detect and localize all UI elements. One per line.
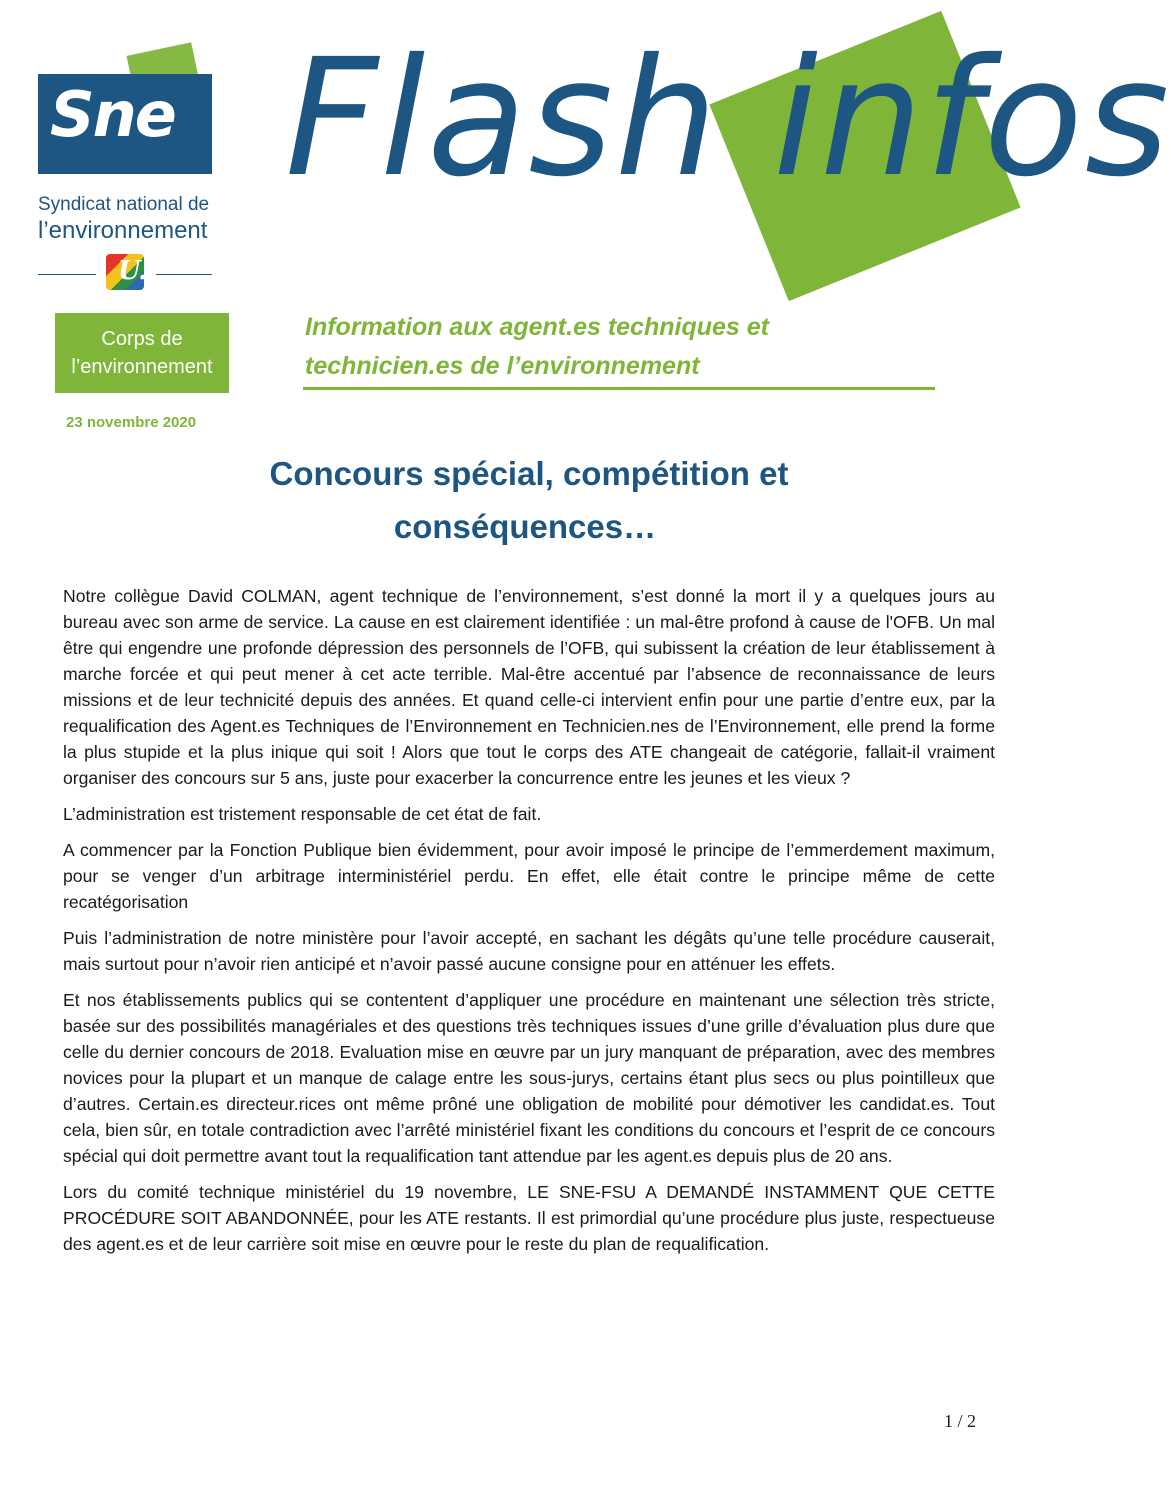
article-body — [63, 583, 995, 1267]
paragraph-4: Puis l’administration de notre ministère pour l’avoir accepté, en sachant les dégâts qu’une telle procédure causerait, mais surtout pour n’avoir rien anticipé et n’avoir passé aucune consigne pour en atténuer les effets. — [63, 928, 995, 974]
logo-org-line1: Syndicat national de — [38, 194, 210, 215]
subtitle-line1: Information aux agent.es techniques et — [305, 313, 769, 341]
corps-badge — [55, 313, 229, 393]
paragraph-1: Notre collègue David COLMAN, agent technique de l’environnement, s’est donné la mort il y a quelques jours au bureau avec son arme de service. La cause en est clairement identifiée : un mal-être profond à cause de l'OFB. Un mal être qui engendre une profonde dépression des personnels de l’OFB, qui subissent la création de leur établissement à marche forcée et qui peut mener à cet acte terrible. Mal-être accentué par l’absence de reconnaissance de leurs missions et de leur technicité depuis des années. Et quand celle-ci intervient enfin pour une partie d’entre eux, par la requalification des Agent.es Techniques de l’Environnement en Technicien.nes de l’Environnement, elle prend la forme la plus stupide et la plus inique qui soit ! Alors que tout le corps des ATE changeait de catégorie, fallait-il vraiment organiser des concours sur 5 ans, juste pour exacerber la concurrence entre les jeunes et les vieux ? — [63, 586, 995, 788]
banner-title: Flash infos — [285, 25, 1171, 213]
paragraph-3: A commencer par la Fonction Publique bien évidemment, pour avoir imposé le principe de l’emmerdement maximum, pour se venger d’un arbitrage interministériel perdu. En effet, elle était contre le principe même de cette recatégorisation — [63, 840, 995, 912]
corps-line2: l’environnement — [71, 356, 213, 378]
title-line1: Concours spécial, compétition et — [269, 455, 789, 492]
article-title — [0, 448, 1058, 554]
fsu-u-letter: U. — [118, 256, 148, 286]
logo-rule-right — [156, 274, 212, 275]
subtitle — [305, 308, 935, 386]
logo-rule-left — [38, 274, 96, 275]
paragraph-6: Lors du comité technique ministériel du 19 novembre, LE SNE-FSU A DEMANDÉ INSTAMMENT QUE CETTE PROCÉDURE SOIT ABANDONNÉE, pour les ATE restants. Il est primordial qu’une procédure plus juste, respectueuse des agent.es et de leur carrière soit mise en œuvre pour le reste du plan de requalification. — [63, 1182, 995, 1254]
paragraph-2: L’administration est tristement responsable de cet état de fait. — [63, 804, 542, 824]
sne-logo — [38, 74, 214, 296]
subtitle-line2: technicien.es de l’environnement — [305, 351, 700, 380]
title-line2: conséquences… — [393, 507, 657, 545]
page-number: 1 / 2 — [944, 1411, 977, 1431]
corps-line1: Corps de — [101, 328, 183, 350]
publication-date: 23 novembre 2020 — [66, 414, 197, 431]
subtitle-underline — [303, 387, 935, 390]
logo-org-line2: l’environnement — [38, 217, 208, 244]
paragraph-5: Et nos établissements publics qui se contentent d’appliquer une procédure en maintenant une sélection très stricte, basée sur des possibilités managériales et des questions très techniques issues d’une grille d’évaluation plus dure que celle du dernier concours de 2018. Evaluation mise en œuvre par un jury manquant de préparation, avec des membres novices pour la plupart et un manque de calage entre les sous-jurys, certains étant plus secs ou plus pointilleux que d’autres. Certain.es directeur.rices ont même prôné une obligation de mobilité pour démotiver les candidat.es. Tout cela, bien sûr, en totale contradiction avec l’arrêté ministériel fixant les conditions du concours et l’esprit de ce concours spécial qui doit permettre avant tout la requalification tant attendue par les agent.es depuis plus de 20 ans. — [63, 990, 995, 1166]
logo-mark: Sne — [50, 78, 175, 151]
